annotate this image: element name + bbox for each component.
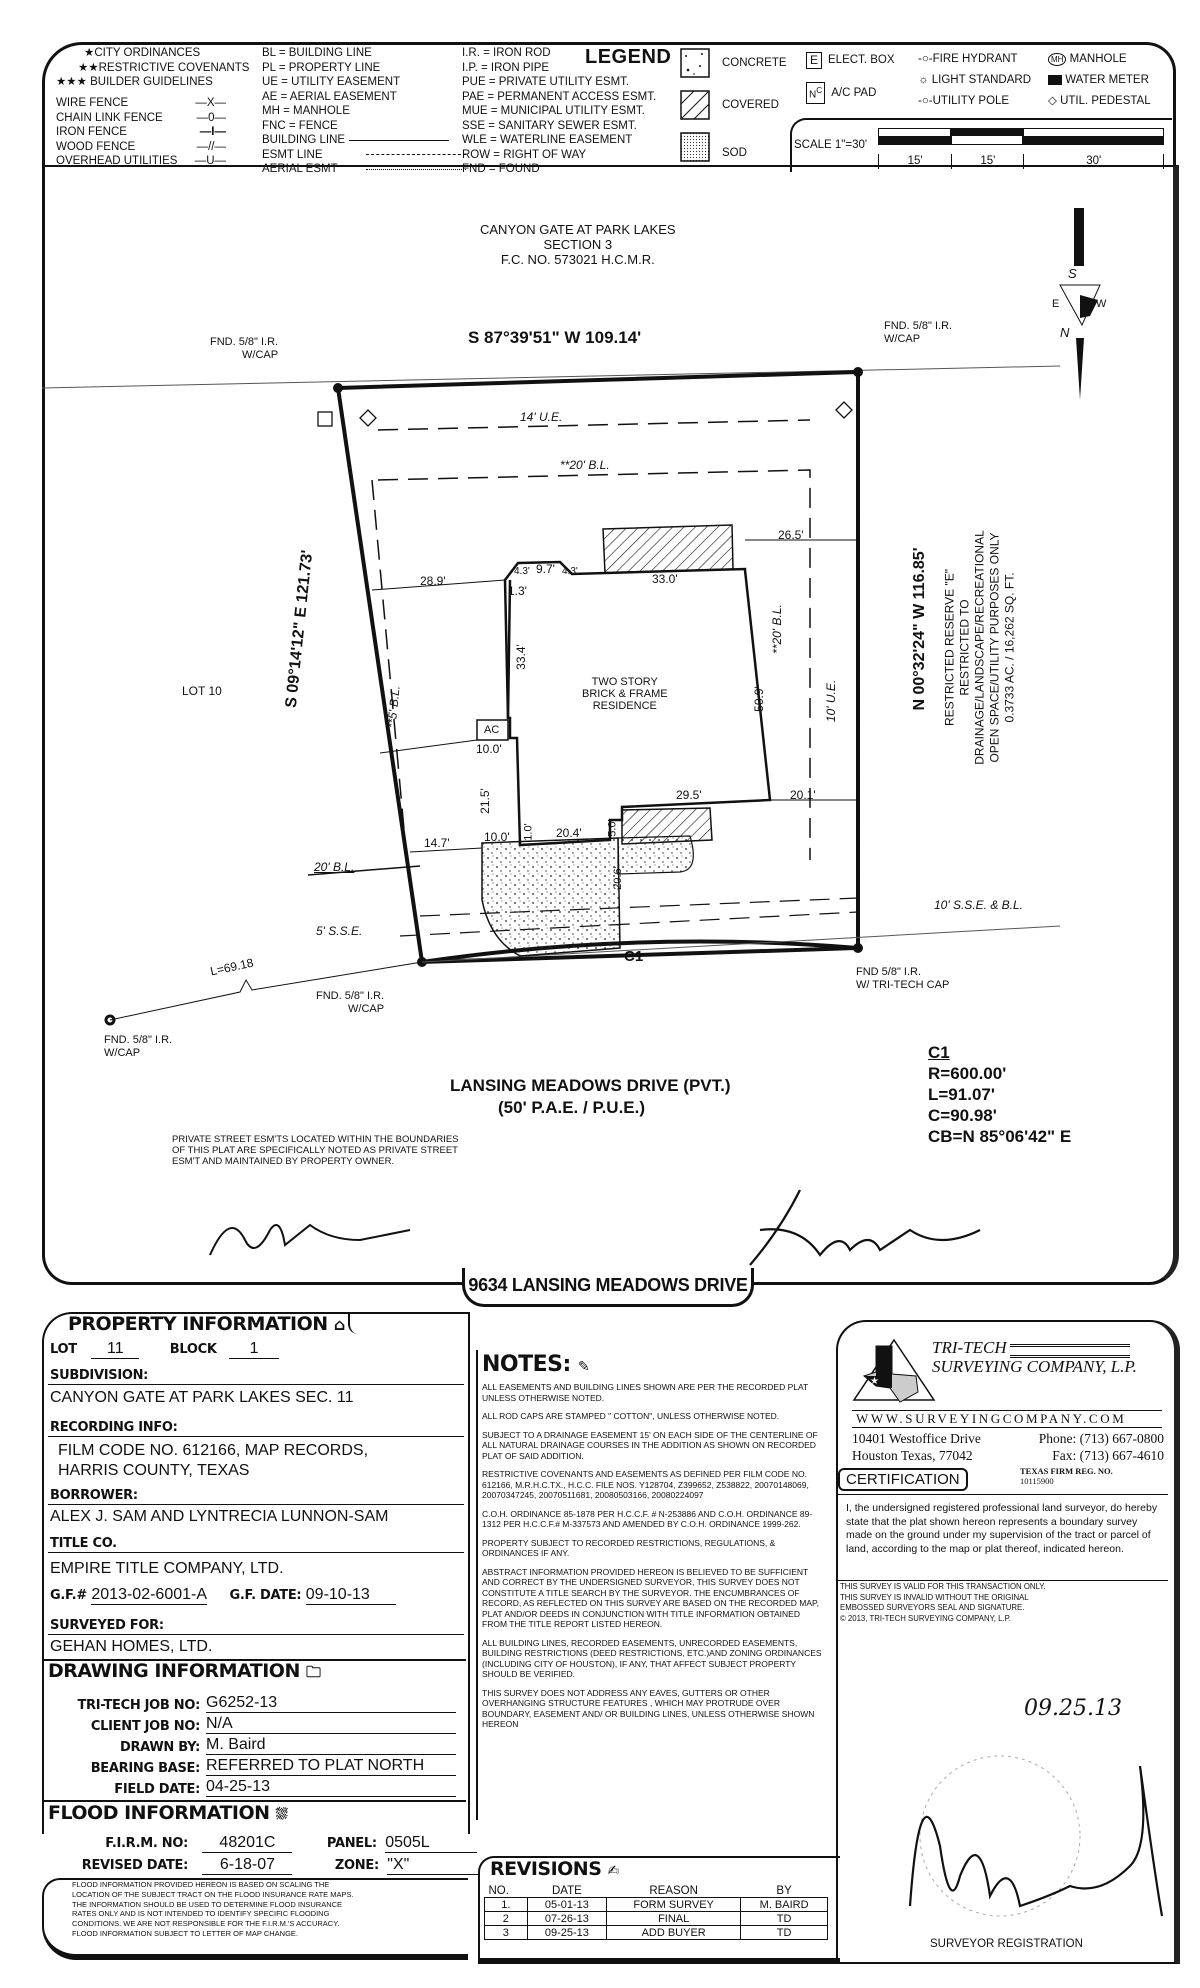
dimension-label: 29.5' <box>676 788 702 802</box>
dimension-label: 10.0' <box>476 742 502 756</box>
firm-reg <box>1020 1466 1113 1486</box>
manhole-icon: MH <box>1048 53 1066 66</box>
iron-fence-symbol: —I— <box>199 126 226 138</box>
monument-line: W/CAP <box>348 1003 385 1015</box>
curve-label: C1 <box>624 948 644 965</box>
disclaimer-line: RATES ONLY AND IS NOT INTENDED TO IDENTIFY SPECIFIC FLOODING <box>72 1909 330 1919</box>
surveyor-seal <box>900 1726 1170 1926</box>
note-line: ESM'T AND MAINTAINED BY PROPERTY OWNER. <box>172 1156 395 1167</box>
abbrev-item: PUE = PRIVATE UTILITY ESMT. <box>462 76 630 88</box>
surveyed-for-label: SURVEYED FOR: <box>50 1618 164 1633</box>
monument-line: FND. 5/8" I.R. <box>104 1034 173 1046</box>
drawing-label: TRI-TECH JOB NO: <box>77 1698 200 1713</box>
address-line: 10401 Westoffice Drive <box>852 1431 981 1446</box>
key-restrictive-covenants: RESTRICTIVE COVENANTS <box>98 61 250 74</box>
panel-label: PANEL: <box>326 1836 377 1851</box>
note-item: ALL EASEMENTS AND BUILDING LINES SHOWN ARE PER THE RECORDED PLAT UNLESS OTHERWISE NOTED. <box>482 1382 809 1403</box>
dimension-label: 4.3' <box>562 566 578 577</box>
company-contact <box>1012 1430 1164 1464</box>
chain-link-fence-symbol: —0— <box>196 111 226 124</box>
logo-stripes <box>1010 1344 1130 1358</box>
block-label: BLOCK <box>169 1342 217 1357</box>
notes-title-text: NOTES: <box>482 1352 571 1377</box>
lot-value: 11 <box>91 1340 139 1359</box>
abbrev-item: AE = AERIAL EASEMENT <box>262 90 397 103</box>
lot-west-label: LOT 10 <box>182 684 222 698</box>
fence-label: WOOD FENCE <box>56 140 136 153</box>
scale-label: SCALE 1"=30' <box>794 139 868 151</box>
validity-line: THIS SURVEY IS VALID FOR THIS TRANSACTION ONLY. <box>840 1582 1046 1591</box>
divider <box>48 1552 464 1553</box>
overhead-utilities-symbol: —U— <box>194 155 226 167</box>
rev-no: 3 <box>485 1926 528 1940</box>
borrower-signature <box>200 1200 420 1270</box>
symbol-label: MANHOLE <box>1069 53 1127 65</box>
revised-date-value: 6-18-07 <box>202 1856 292 1875</box>
abbrev-item: BL = BUILDING LINE <box>262 47 372 59</box>
reserve-note <box>943 528 1018 768</box>
legend-title: LEGEND <box>585 46 672 68</box>
validity-line: EMBOSSED SURVEYORS SEAL AND SIGNATURE. <box>840 1603 1025 1612</box>
copyright-line: © 2013, TRI-TECH SURVEYING COMPANY, L.P. <box>840 1613 1011 1623</box>
flood-row-2 <box>60 1856 479 1875</box>
note-line: PRIVATE STREET ESM'TS LOCATED WITHIN THE BOUNDARIES <box>172 1134 459 1145</box>
certification-text: I, the undersigned registered professional land surveyor, do hereby state that the plat shown hereon represents a boundary survey made on the ground under my supervision of the tract or parcel of land, according to the map or plat thereof, indicated hereon. <box>846 1502 1158 1555</box>
note-item: RESTRICTIVE COVENANTS AND EASEMENTS AS DEFINED PER FILM CODE NO. 612166, M.R.H.C.TX., H.C.C. FILE NOS. Y128704, Z399652, Z538822, 20070148069, 20070347245, 20070511681, 20080503166, 20080224097 <box>482 1469 809 1500</box>
reserve-line: RESTRICTED RESERVE "E" <box>942 569 957 726</box>
residence-line: TWO STORY <box>591 676 658 688</box>
drawing-info-title-text: DRAWING INFORMATION <box>48 1660 300 1682</box>
firm-reg-label: TEXAS FIRM REG. NO. <box>1020 1466 1113 1476</box>
bl-north-label: **20' B.L. <box>560 458 610 472</box>
monument-line: W/ TRI-TECH CAP <box>856 979 950 991</box>
disclaimer-line: FLOOD INFORMATION SUBJECT TO LETTER OF MAP CHANGE. <box>72 1928 298 1938</box>
certification-title: CERTIFICATION <box>838 1468 968 1491</box>
adjoining-line: CANYON GATE AT PARK LAKES <box>480 222 676 237</box>
abbrev-item: FND = FOUND <box>462 163 540 175</box>
monument-line: FND. 5/8" I.R. <box>210 336 279 348</box>
key-city-ordinances: CITY ORDINANCES <box>94 47 201 59</box>
recording-line: HARRIS COUNTY, TEXAS <box>58 1462 250 1479</box>
sse-east-label: 10' S.S.E. & B.L. <box>934 898 1024 912</box>
dimension-label: 50.9' <box>751 686 766 712</box>
revised-date-label: REVISED DATE: <box>81 1858 188 1873</box>
note-item: ABSTRACT INFORMATION PROVIDED HEREON IS BELIEVED TO BE SUFFICIENT AND CORRECT BY THE UNDERSIGNED SURVEYOR, THIS SURVEY DOES NOT CONSTITUTE A TITLE SEARCH BY THE SURVEYOR. THE ENCUMBRANCES OF RECORD, AS REFLECTED ON THIS SURVEY ARE BASED ON THE RECORDED MAP, PLAT AND/OR DEEDS IN CONJUNCTION WITH TITLE INFORMATION OBTAINED FROM THE TITLE REPORT LISTED HEREON. <box>482 1566 819 1629</box>
abbrev-item: FNC = FENCE <box>262 119 338 132</box>
flood-info-title-text: FLOOD INFORMATION <box>48 1802 270 1824</box>
wood-fence-symbol: —//— <box>196 140 226 153</box>
surveyed-for-value: GEHAN HOMES, LTD. <box>50 1638 213 1655</box>
divider <box>48 1634 464 1635</box>
fence-label: OVERHEAD UTILITIES <box>56 155 178 167</box>
divider <box>48 1436 464 1437</box>
bearing-west: S 09°14'12" E 121.73' <box>282 549 317 709</box>
pencil-icon: ✎ <box>577 1359 590 1375</box>
field-date-value: 04-25-13 <box>206 1778 456 1797</box>
adjoining-line: F.C. NO. 573021 H.C.M.R. <box>500 252 655 267</box>
rev-no: 1. <box>485 1898 528 1912</box>
residence-line: BRICK & FRAME <box>582 688 668 700</box>
line-type-label: BUILDING LINE <box>262 134 346 146</box>
signed-date: 09.25.13 <box>1024 1696 1122 1721</box>
company-website[interactable]: WWW.SURVEYINGCOMPANY.COM <box>856 1411 1127 1426</box>
fence-label: IRON FENCE <box>56 126 127 138</box>
lot-label: LOT <box>50 1342 77 1357</box>
line-type-label: ESMT LINE <box>262 148 323 161</box>
star-icon: ★★ <box>78 61 99 74</box>
dimension-label: 21.5' <box>477 788 492 814</box>
monument-nw <box>210 336 278 362</box>
abbrev-item: MUE = MUNICIPAL UTILITY ESMT. <box>462 105 645 117</box>
light-standard-icon: ☼ <box>918 74 929 86</box>
scale-tick: 30' <box>1023 154 1164 169</box>
company-phone: Phone: (713) 667-0800 <box>1038 1431 1164 1446</box>
col-header: BY <box>776 1884 792 1897</box>
abbrev-item: PAE = PERMANENT ACCESS ESMT. <box>462 90 657 103</box>
tie-length-label: L=69.18 <box>209 955 255 979</box>
dimension-label: 1.0' <box>522 823 535 841</box>
monument-far-west <box>104 1034 172 1060</box>
utility-pole-icon: -○- <box>918 95 933 107</box>
note-line: OF THIS PLAT ARE SPECIFICALLY NOTED AS PRIVATE STREET <box>172 1145 458 1156</box>
rev-reason: FINAL <box>607 1912 741 1926</box>
dimension-label: 9.7' <box>536 562 555 576</box>
star-icon: ★ <box>84 47 95 59</box>
abbrev-item: SSE = SANITARY SEWER ESMT. <box>462 119 637 132</box>
dimension-label: 4.3' <box>514 566 530 577</box>
drawing-info-title <box>48 1660 320 1687</box>
rev-no: 2 <box>485 1912 528 1926</box>
symbol-label: UTIL. PEDESTAL <box>1060 95 1151 107</box>
gf-label: G.F.# <box>50 1588 87 1603</box>
recording-line: FILM CODE NO. 612166, MAP RECORDS, <box>58 1442 369 1459</box>
divider <box>838 1580 1168 1581</box>
symbol-label: LIGHT STANDARD <box>931 74 1032 86</box>
abbrev-item: I.P. = IRON PIPE <box>462 61 550 74</box>
reserve-line: DRAINAGE/LANDSCAPE/RECREATIONAL <box>972 530 987 765</box>
company-name-line1: TRI-TECH <box>932 1338 1007 1357</box>
table-row <box>485 1926 828 1940</box>
flood-disclaimer <box>72 1880 354 1939</box>
rev-date: 09-25-13 <box>527 1926 606 1940</box>
notes-title <box>482 1352 589 1377</box>
residence-line: RESIDENCE <box>592 700 657 712</box>
key-builder-guidelines: BUILDER GUIDELINES <box>90 76 213 88</box>
drawing-info-rows <box>60 1692 460 1797</box>
dimension-label: 20.6' <box>611 866 624 890</box>
divider <box>838 1494 1168 1495</box>
client-job-value: N/A <box>206 1715 456 1734</box>
abbrev-item: ROW = RIGHT OF WAY <box>462 148 587 161</box>
abbrev-item: MH = MANHOLE <box>262 105 350 117</box>
co-borrower-signature <box>740 1170 990 1280</box>
drawn-by-value: M. Baird <box>206 1736 456 1755</box>
reserve-line: 0.3733 AC. / 16,262 SQ. FT. <box>1002 572 1017 723</box>
disclaimer-line: CONDITIONS. WE ARE NOT RESPONSIBLE FOR THE F.I.R.M.'S ACCURACY. <box>72 1919 340 1929</box>
company-address <box>852 1430 981 1464</box>
company-fax: Fax: (713) 667-4610 <box>1052 1448 1164 1463</box>
note-item: THIS SURVEY DOES NOT ADDRESS ANY EAVES, GUTTERS OR OTHER OVERHANGING STRUCTURE FEATURES , WHICH MAY PROTRUDE OVER BOUNDARY, EASEMENT AND/ OR BUILDING LINES, UNLESS OTHERWISE SHOWN HEREON <box>482 1687 815 1729</box>
monument-sw <box>316 990 384 1016</box>
symbol-label: A/C PAD <box>831 86 877 99</box>
monument-line: W/CAP <box>104 1047 141 1059</box>
private-street-note <box>172 1134 459 1167</box>
divider <box>48 1384 464 1385</box>
drawing-label: FIELD DATE: <box>114 1782 200 1797</box>
dimension-label: 20.4' <box>556 826 582 840</box>
col-header: DATE <box>551 1884 582 1897</box>
disclaimer-line: THE INFORMATION SHOULD BE USED TO DETERMINE FLOOD INSURANCE <box>72 1899 343 1909</box>
subdivision-label: SUBDIVISION: <box>50 1368 149 1383</box>
curve-table <box>928 1042 1071 1147</box>
symbol-label: UTILITY POLE <box>932 95 1010 107</box>
monument-line: W/CAP <box>242 349 279 361</box>
abbrev-item: UE = UTILITY EASEMENT <box>262 76 401 88</box>
monument-line: W/CAP <box>884 333 921 345</box>
rev-date: 05-01-13 <box>527 1898 606 1912</box>
dimension-label: 33.0' <box>652 572 678 586</box>
monument-se <box>856 966 949 992</box>
disclaimer-line: LOCATION OF THE SUBJECT TRACT ON THE FLOOD INSURANCE RATE MAPS. <box>72 1889 354 1899</box>
recording-label: RECORDING INFO: <box>50 1420 178 1435</box>
curve-chord: C=90.98' <box>928 1106 997 1125</box>
sse-south-label: 5' S.S.E. <box>316 924 363 938</box>
dimension-label: 20.1' <box>790 788 816 802</box>
note-item: ALL ROD CAPS ARE STAMPED " COTTON", UNLESS OTHERWISE NOTED. <box>482 1411 780 1421</box>
scale-tick: 15' <box>951 154 1023 169</box>
bl-east-label: **20' B.L. <box>769 604 784 654</box>
monument-ne <box>884 320 952 346</box>
gf-date-value: 09-10-13 <box>306 1586 396 1605</box>
table-row <box>485 1898 828 1912</box>
bearing-east: N 00°32'24" W 116.85' <box>911 547 928 711</box>
note-item: SUBJECT TO A DRAINAGE EASEMENT 15' ON EACH SIDE OF THE CENTERLINE OF ALL NATURAL DRAINAGE COURSES IN THE ADDITION AS SHOWN ON RECORDED PLAT OF SAID ADDITION. <box>482 1429 818 1461</box>
rev-reason: ADD BUYER <box>607 1926 741 1940</box>
gf-value: 2013-02-6001-A <box>91 1586 208 1603</box>
note-item: C.O.H. ORDINANCE 85-1878 PER H.C.C.F. # N-253886 AND C.O.H. ORDINANCE 89-1312 PER H.C.C.F.# M-337573 AND AMENDED BY C.O.H. ORDINANCE 1999-262. <box>482 1508 813 1529</box>
rev-date: 07-26-13 <box>527 1912 606 1926</box>
surveyor-registration-label: SURVEYOR REGISTRATION <box>930 1938 1083 1950</box>
drawing-label: DRAWN BY: <box>119 1740 200 1755</box>
fire-hydrant-icon: -○- <box>918 53 933 65</box>
sod-label: SOD <box>722 147 747 159</box>
flood-info-title <box>48 1802 287 1824</box>
monument-line: FND. 5/8" I.R. <box>884 320 953 332</box>
company-name-line2: SURVEYING COMPANY, L.P. <box>932 1357 1137 1376</box>
drawing-label: BEARING BASE: <box>90 1761 200 1776</box>
adjoining-line: SECTION 3 <box>543 237 613 252</box>
disclaimer-line: FLOOD INFORMATION PROVIDED HEREON IS BASED ON SCALING THE <box>72 1880 330 1889</box>
hand-writing-icon: ✍ <box>607 1863 619 1879</box>
gf-date-label: G.F. DATE: <box>229 1588 302 1603</box>
dimension-label: 14.7' <box>424 836 450 850</box>
rev-by: TD <box>741 1926 828 1940</box>
fence-label: CHAIN LINK FENCE <box>56 111 163 124</box>
firm-reg-value: 10115900 <box>1020 1476 1054 1486</box>
ue-north-label: 14' U.E. <box>520 410 563 424</box>
title-co-label: TITLE CO. <box>50 1536 117 1551</box>
dimension-label: 5.0' <box>606 819 619 837</box>
revisions-header <box>485 1884 828 1898</box>
house-icon: ⌂ <box>333 1315 345 1334</box>
north-arrow-s: S <box>1068 266 1077 281</box>
bl-south-label: 20' B.L. <box>314 860 355 874</box>
drawing-label: CLIENT JOB NO: <box>90 1719 200 1734</box>
line-type-label: AERIAL ESMT <box>262 163 338 175</box>
revisions-table <box>484 1884 828 1940</box>
reserve-line: RESTRICTED TO <box>957 599 972 696</box>
monument-line: FND. 5/8" I.R. <box>316 990 385 1002</box>
dimension-label: 33.4' <box>513 644 528 670</box>
folder-icon: 🗀 <box>305 1663 321 1681</box>
divider <box>48 1504 464 1505</box>
gf-row <box>50 1586 396 1605</box>
utility-pedestal-icon: ◇ <box>1048 95 1057 107</box>
north-arrow-e: E <box>1052 298 1060 310</box>
residence-label <box>582 676 668 712</box>
curve-radius: R=600.00' <box>928 1064 1007 1083</box>
wire-fence-symbol: —X— <box>195 97 226 109</box>
street-easement: (50' P.A.E. / P.U.E.) <box>498 1098 646 1117</box>
rev-by: M. BAIRD <box>741 1898 828 1912</box>
curve-chord-bearing: CB=N 85°06'42" E <box>928 1127 1072 1146</box>
zone-label: ZONE: <box>334 1858 379 1873</box>
reserve-line: OPEN SPACE/UTILITY PURPOSES ONLY <box>987 532 1002 763</box>
lot-block-row <box>50 1340 279 1359</box>
subdivision-value: CANYON GATE AT PARK LAKES SEC. 11 <box>50 1389 354 1406</box>
rev-reason: FORM SURVEY <box>607 1898 741 1912</box>
flood-row-1 <box>60 1834 477 1853</box>
table-row <box>485 1912 828 1926</box>
notes-list <box>482 1382 822 1738</box>
validity-line: THIS SURVEY IS INVALID WITHOUT THE ORIGINAL <box>840 1592 1029 1602</box>
dimension-label: 28.9' <box>420 574 446 588</box>
borrower-label: BORROWER: <box>50 1488 138 1503</box>
firm-value: 48201C <box>202 1834 292 1853</box>
curve-table-title: C1 <box>928 1043 950 1062</box>
address-line: Houston Texas, 77042 <box>852 1448 973 1463</box>
star-icon: ★★★ <box>56 76 87 88</box>
dimension-label: 10.0' <box>484 830 510 844</box>
bearing-north: S 87°39'51" W 109.14' <box>468 328 642 347</box>
ue-east-label: 10' U.E. <box>824 679 839 723</box>
street-name: LANSING MEADOWS DRIVE (PVT.) <box>450 1076 731 1095</box>
property-address: 9634 LANSING MEADOWS DRIVE <box>462 1268 754 1307</box>
dimension-label: 26.5' <box>778 528 804 542</box>
block-value: 1 <box>229 1340 279 1359</box>
texas-logo-icon <box>850 1336 940 1406</box>
ac-pad-icon: $N^C$ <box>806 82 825 104</box>
dimension-label: 1.3' <box>508 584 527 598</box>
flood-icon: ⛆ <box>275 1805 288 1823</box>
svg-text:★: ★ <box>870 1376 879 1387</box>
covered-label: COVERED <box>722 99 779 111</box>
divider <box>852 1427 1162 1428</box>
symbol-label: FIRE HYDRANT <box>932 53 1018 65</box>
abbrev-item: I.R. = IRON ROD <box>462 47 551 59</box>
symbol-label: ELECT. BOX <box>828 54 895 66</box>
scale-tick: 15' <box>878 154 951 169</box>
abbrev-item: PL = PROPERTY LINE <box>262 61 381 74</box>
title-co-value: EMPIRE TITLE COMPANY, LTD. <box>50 1560 284 1577</box>
recording-value <box>58 1441 368 1481</box>
job-no-value: G6252-13 <box>206 1694 456 1713</box>
tab-edge <box>348 1312 480 1334</box>
revisions-title <box>490 1858 619 1880</box>
validity-note <box>840 1582 1046 1624</box>
abbrev-item: WLE = WATERLINE EASEMENT <box>462 134 633 146</box>
borrower-value: ALEX J. SAM AND LYNTRECIA LUNNON-SAM <box>50 1508 389 1525</box>
zone-value: "X" <box>387 1856 479 1875</box>
note-item: PROPERTY SUBJECT TO RECORDED RESTRICTIONS, REGULATIONS, & ORDINANCES IF ANY. <box>482 1537 776 1558</box>
concrete-label: CONCRETE <box>722 57 787 69</box>
bl-west-label: **5' B.L. <box>384 684 403 730</box>
col-header: NO. <box>488 1884 509 1897</box>
adjoining-subdivision <box>480 222 676 267</box>
curve-length: L=91.07' <box>928 1085 995 1104</box>
fence-label: WIRE FENCE <box>56 97 129 109</box>
north-arrow-w: W <box>1096 298 1107 310</box>
electric-box-icon: E <box>806 52 822 69</box>
panel-value: 0505L <box>385 1834 477 1853</box>
property-info-title-text: PROPERTY INFORMATION <box>68 1313 328 1335</box>
revisions-title-text: REVISIONS <box>490 1858 602 1880</box>
north-arrow-n: N <box>1060 325 1070 340</box>
property-info-title <box>68 1313 345 1335</box>
ac-pad-label: AC <box>484 724 500 736</box>
bearing-base-value: REFERRED TO PLAT NORTH <box>206 1757 456 1776</box>
symbol-label: WATER METER <box>1065 74 1149 86</box>
note-item: ALL BUILDING LINES, RECORDED EASEMENTS, UNRECORDED EASEMENTS, BUILDING RESTRICTIONS (DEED RESTRICTIONS, ETC.)AND ZONING ORDINANCES (INCLUDING CITY OF HOUSTON), IF ANY, THAT AFFECT SUBJECT PROPERTY SHOULD BE VERIFIED. <box>482 1637 822 1679</box>
monument-line: FND 5/8" I.R. <box>856 966 922 978</box>
col-header: REASON <box>649 1884 698 1897</box>
rev-by: TD <box>741 1912 828 1926</box>
firm-label: F.I.R.M. NO: <box>105 1836 188 1851</box>
